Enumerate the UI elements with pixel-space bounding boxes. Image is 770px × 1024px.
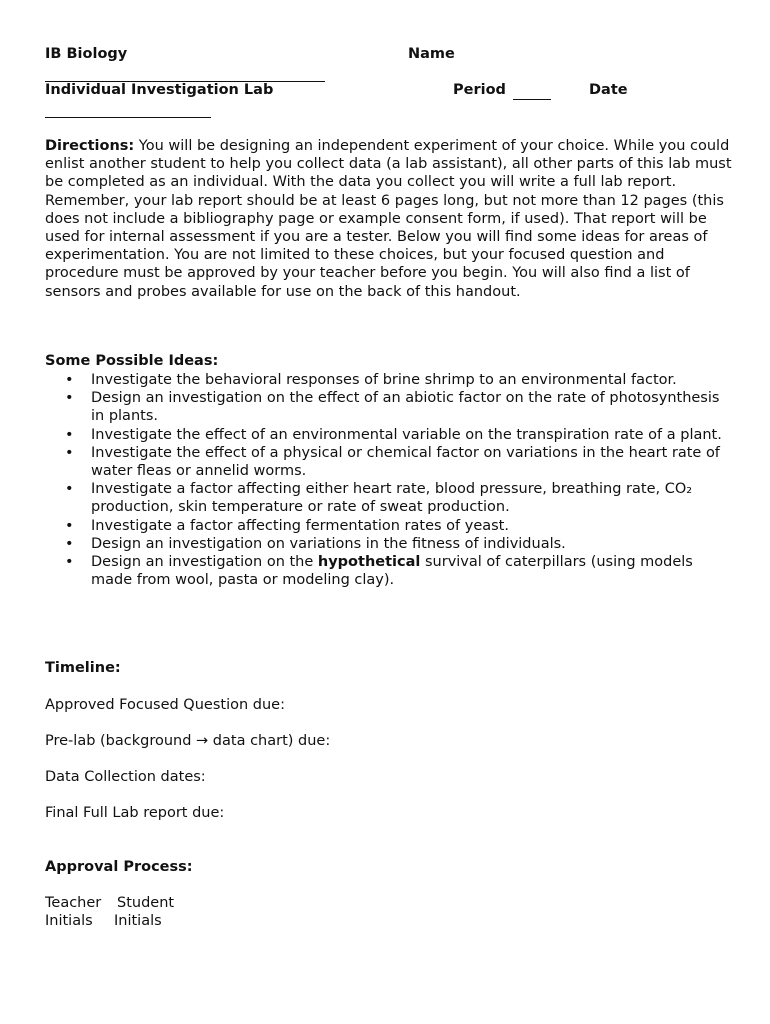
list-item: • Design an investigation on variations in the fitness of individuals.	[65, 535, 566, 552]
bullet: •	[65, 481, 74, 498]
ideas-list	[45, 371, 735, 589]
directions-label: Directions:	[45, 138, 135, 154]
date-line	[45, 117, 211, 118]
teacher-initials-label: Initials	[45, 913, 93, 929]
period-line	[513, 99, 551, 100]
timeline-item-prelab: Pre-lab (background → data chart) due:	[45, 733, 331, 749]
timeline-item-focused-question: Approved Focused Question due:	[45, 697, 285, 713]
bullet: •	[65, 535, 74, 552]
list-item: • Investigate a factor affecting fermentation rates of yeast.	[65, 517, 509, 534]
student-initials-label: Initials	[114, 913, 162, 929]
list-item: • Investigate the effect of an environmental variable on the transpiration rate of a plant.	[65, 426, 722, 443]
directions-text: You will be designing an independent experiment of your choice. While you could enlist another student to help you collect data (a lab assistant), all other parts of this lab must be completed as an individual. With the data you collect you will write a full lab report. Remember, your lab report should be at least 6 pages long, but not more than 12 pages (this does not include a bibliography page or example consent form, if used). That report will be used for internal assessment if you are a tester. Below you will find some ideas for areas of experimentation. You are not limited to these choices, but your focused question and procedure must be approved by your teacher before you begin. You will also find a list of sensors and probes available for use on the back of this handout.	[45, 138, 732, 300]
directions-paragraph	[45, 137, 735, 301]
bullet: •	[65, 426, 74, 443]
course-title: IB Biology	[45, 46, 128, 62]
teacher-label: Teacher	[45, 895, 102, 911]
bullet: •	[65, 372, 74, 388]
date-label: Date	[589, 82, 628, 98]
student-label: Student	[117, 895, 175, 911]
bullet: •	[65, 390, 74, 407]
approval-heading: Approval Process:	[45, 859, 193, 875]
bullet: •	[65, 444, 74, 461]
list-item: • Design an investigation on the effect of an abiotic factor on the rate of photosynthesis in plants.	[65, 390, 720, 425]
bullet: •	[65, 554, 74, 571]
list-item: • Design an investigation on the hypothetical survival of caterpillars (using models made from wool, pasta or modeling clay).	[65, 554, 693, 589]
bullet: •	[65, 517, 74, 534]
list-item: • Investigate the effect of a physical or chemical factor on variations in the heart rate of water fleas or annelid worms.	[65, 444, 720, 480]
timeline-heading: Timeline:	[45, 660, 121, 676]
lab-title: Individual Investigation Lab	[45, 82, 274, 98]
list-item: • Investigate the behavioral responses of brine shrimp to an environmental factor.	[65, 372, 677, 388]
list-item: • Investigate a factor affecting either heart rate, blood pressure, breathing rate, CO₂ production, skin temperature or rate of sweat production.	[65, 481, 693, 516]
timeline-item-data-collection: Data Collection dates:	[45, 769, 206, 785]
period-label: Period	[453, 82, 506, 98]
ideas-heading: Some Possible Ideas:	[45, 353, 219, 369]
name-label: Name	[408, 46, 455, 62]
timeline-item-final-report: Final Full Lab report due:	[45, 805, 225, 821]
